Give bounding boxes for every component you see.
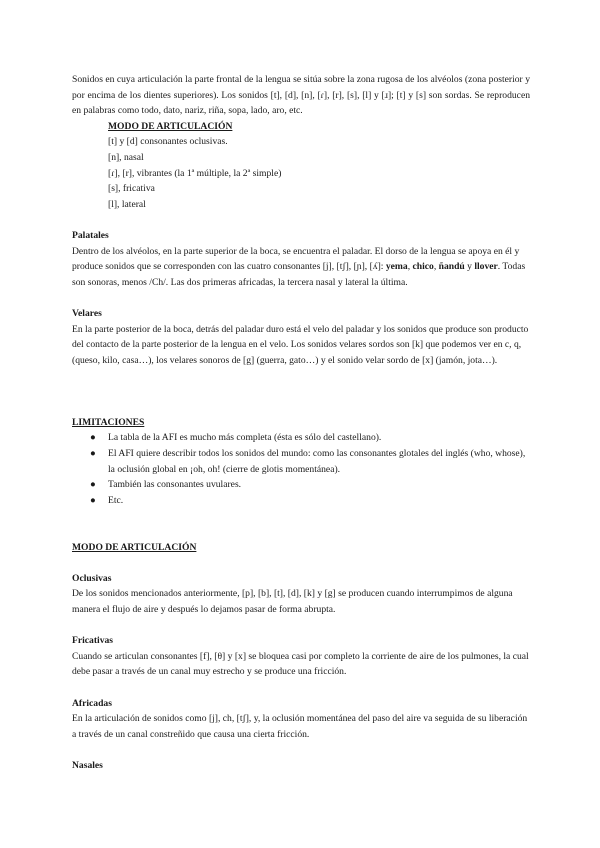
list-item [72,430,530,446]
palatales-separator: y [464,261,475,273]
oclusivas-paragraph: De los sonidos mencionados anteriormente, [p], [b], [t], [d], [k] y [g] se producen cuando interrumpimos de alguna manera el flujo de aire y después lo dejamos pasar de forma abrupta. [72,588,513,615]
palatales-keyword: chico [412,261,434,273]
list-item-text: La tabla de la AFI es mucho más completa (ésta es sólo del castellano). [108,432,382,444]
alveolar-modo-item: [ɾ], [r], vibrantes (la 1ª múltiple, la 2ª simple) [108,167,282,179]
velares-title: Velares [72,307,102,319]
list-item-text: También las consonantes uvulares. [108,479,242,491]
palatales-keyword: yema [385,261,408,273]
palatales-title: Palatales [72,229,109,241]
list-item [72,446,530,477]
limitaciones-title: LIMITACIONES [72,416,145,428]
list-item-text: Etc. [108,494,124,506]
alveolar-modo-item: [t] y [d] consonantes oclusivas. [108,136,228,148]
palatales-separator: , [407,261,413,273]
alveolar-modo-item: [s], fricativa [108,183,155,195]
alveolar-modo-heading: MODO DE ARTICULACIÓN [108,120,233,132]
list-item [72,493,530,509]
vertical-gap [72,508,530,524]
alveolar-modo-item: [n], nasal [108,151,144,163]
oclusivas-title: Oclusivas [72,572,112,584]
africadas-title: Africadas [72,697,112,709]
bullet-icon: ● [90,432,96,444]
africadas-paragraph: En la articulación de sonidos como [j], ch, [tʃ], y, la oclusión momentánea del paso del aire va seguida de su liberación a través de un canal constreñido que causa una cierta fricción. [72,713,528,740]
list-item [72,477,530,493]
bullet-icon: ● [90,448,96,460]
palatales-separator: , [433,261,439,273]
nasales-title: Nasales [72,759,103,771]
intro-paragraph: Sonidos en cuya articulación la parte frontal de la lengua se sitúa sobre la zona rugosa de los alvéolos (zona posterior y por encima de los dientes superiores). Los sonidos [t], [d], [n], [ɾ], [r], [s], [l] y [ɹ]; [t] y [s] son sordas. Se reproducen en palabras como todo, dato, nariz, riña, sopa, lado, aro, etc. [72,74,530,117]
limitaciones-list [72,430,530,508]
palatales-keyword: llover [474,261,498,273]
palatales-keyword: ñandú [438,261,465,273]
palatales-text-2: . Todas son sonoras, menos /Ch/. Las dos primeras africadas, la tercera nasal y lateral la última. [72,261,526,288]
alveolar-modo-list [108,119,530,213]
fricativas-title: Fricativas [72,635,114,647]
vertical-gap [72,368,530,399]
palatales-text-1: Dentro de los alvéolos, en la parte superior de la boca, se encuentra el paladar. El dorso de la lengua se apoya en él y produce sonidos que se corresponden con las cuatro consonantes [j], [tʃ], [ɲ], [ʎ]: [72,245,520,273]
list-item-text: El AFI quiere describir todos los sonidos del mundo: como las consonantes glotales del inglés (who, whose), la oclusión global en ¡oh, oh! (cierre de glotis momentánea). [108,448,526,475]
fricativas-paragraph: Cuando se articulan consonantes [f], [θ] y [x] se bloquea casi por completo la corriente de aire de los pulmones, la cual debe pasar a través de un canal muy estrecho y se produce una fricción. [72,650,529,678]
velares-paragraph: En la parte posterior de la boca, detrás del paladar duro está el velo del paladar y los sonidos que produce son producto del contacto de la parte posterior de la lengua en el velo. Los sonidos velares sordos son [k] que podemos ver en c, q, (queso, kilo, casa…), los velares sonoros de [g] (guerra, gato…) y el sonido velar sordo de [x] (jamón, jota…). [72,323,529,366]
palatales-paragraph [72,244,530,291]
modo-articulacion-title: MODO DE ARTICULACIÓN [72,541,197,553]
alveolar-modo-item: [l], lateral [108,198,146,210]
bullet-icon: ● [90,494,96,506]
bullet-icon: ● [90,479,96,491]
document-page [72,72,530,774]
